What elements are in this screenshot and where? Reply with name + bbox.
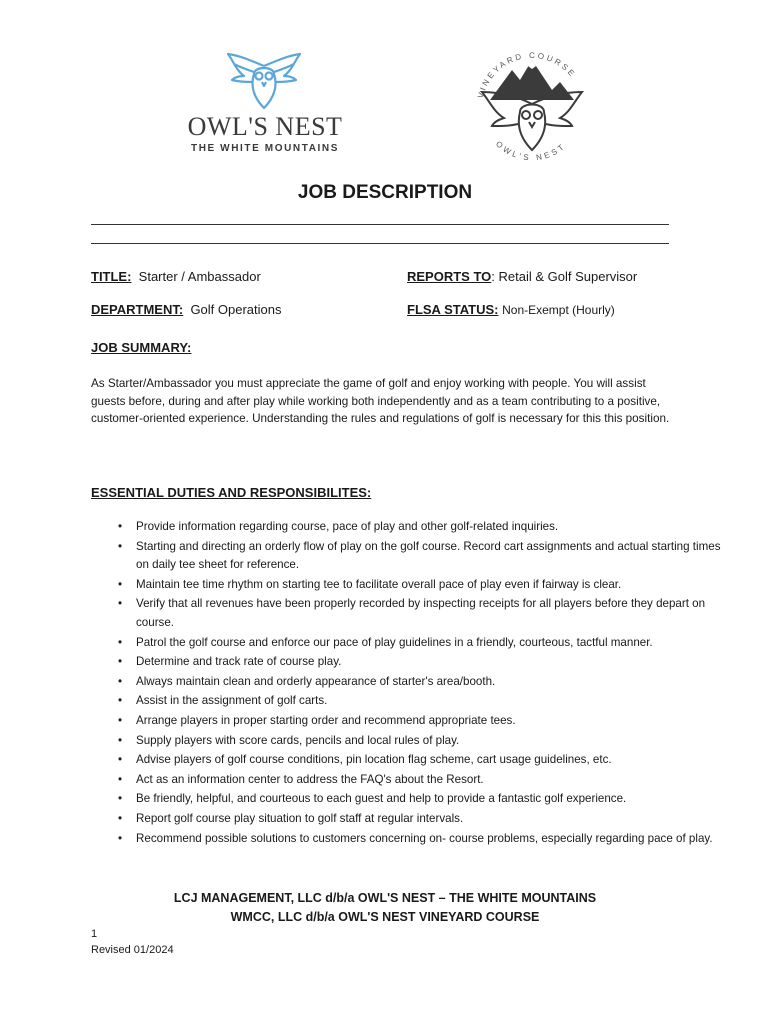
page-number: 1 — [91, 928, 98, 940]
list-item: • Verify that all revenues have been properly recorded by inspecting receipts for all players before they depart on course. — [136, 595, 736, 632]
footer-company-line1: LCJ MANAGEMENT, LLC d/b/a OWL'S NEST – THE WHITE MOUNTAINS — [173, 891, 597, 905]
title-field — [91, 269, 261, 284]
owl-icon — [224, 52, 304, 110]
logo-name: OWL'S NEST — [187, 112, 343, 141]
page-title: JOB DESCRIPTION — [297, 182, 473, 203]
list-item: • Determine and track rate of course play. — [136, 653, 736, 672]
list-item: • Starting and directing an orderly flow of play on the golf course. Record cart assignments and actual starting times on daily tee sheet for reference. — [136, 538, 736, 575]
revised-date: Revised 01/2024 — [91, 944, 174, 956]
list-item: • Assist in the assignment of golf carts. — [136, 692, 736, 711]
flsa-value: Non-Exempt (Hourly) — [502, 303, 615, 317]
divider — [91, 224, 669, 225]
logo-arc-bottom: OWL'S NEST — [494, 139, 568, 163]
list-item: • Patrol the golf course and enforce our pace of play guidelines in a friendly, courteous, tactful manner. — [136, 634, 736, 653]
title-value: Starter / Ambassador — [138, 269, 261, 284]
flsa-label: FLSA STATUS: — [407, 302, 499, 317]
owls-nest-logo — [180, 52, 350, 162]
list-item: • Always maintain clean and orderly appearance of starter's area/booth. — [136, 673, 736, 692]
reports-label: REPORTS TO — [407, 269, 492, 284]
job-summary-heading: JOB SUMMARY: — [91, 340, 192, 355]
department-value: Golf Operations — [190, 302, 282, 317]
list-item: • Recommend possible solutions to customers concerning on- course problems, especially regarding pace of play. — [136, 830, 736, 849]
footer-company-line2: WMCC, LLC d/b/a OWL'S NEST VINEYARD COURSE — [230, 910, 540, 924]
vineyard-course-logo — [468, 42, 596, 172]
logo-arc-top: VINEYARD COURSE — [475, 50, 578, 100]
list-item: • Supply players with score cards, pencils and local rules of play. — [136, 732, 736, 751]
duties-heading: ESSENTIAL DUTIES AND RESPONSIBILITES: — [91, 485, 372, 500]
list-item: • Maintain tee time rhythm on starting tee to facilitate overall pace of play even if fairway is clear. — [136, 576, 736, 595]
reports-value: : Retail & Golf Supervisor — [491, 269, 638, 284]
list-item: • Be friendly, helpful, and courteous to each guest and help to provide a fantastic golf experience. — [136, 790, 736, 809]
list-item: • Provide information regarding course, pace of play and other golf-related inquiries. — [136, 518, 736, 537]
owl-icon — [482, 92, 582, 150]
job-summary-text: As Starter/Ambassador you must appreciate the game of golf and enjoy working with people. You will assist guests before, during and after play while working both independently and as a team contributing to a positive, customer-oriented experience. Understanding the rules and regulations of golf is necessary for this this position. — [91, 377, 670, 426]
logo-subtitle: THE WHITE MOUNTAINS — [191, 143, 339, 154]
list-item: • Act as an information center to address the FAQ's about the Resort. — [136, 771, 736, 790]
svg-text:OWL'S NEST — [494, 139, 568, 162]
department-field — [91, 302, 281, 317]
duties-list — [91, 518, 736, 849]
list-item: • Arrange players in proper starting order and recommend appropriate tees. — [136, 712, 736, 731]
department-label: DEPARTMENT: — [91, 302, 184, 317]
flsa-field — [407, 302, 615, 317]
divider — [91, 243, 669, 244]
reports-to-field — [407, 269, 637, 284]
list-item: • Report golf course play situation to golf staff at regular intervals. — [136, 810, 736, 829]
title-label: TITLE: — [91, 269, 132, 284]
list-item: • Advise players of golf course conditions, pin location flag scheme, cart usage guidelines, etc. — [136, 751, 736, 770]
